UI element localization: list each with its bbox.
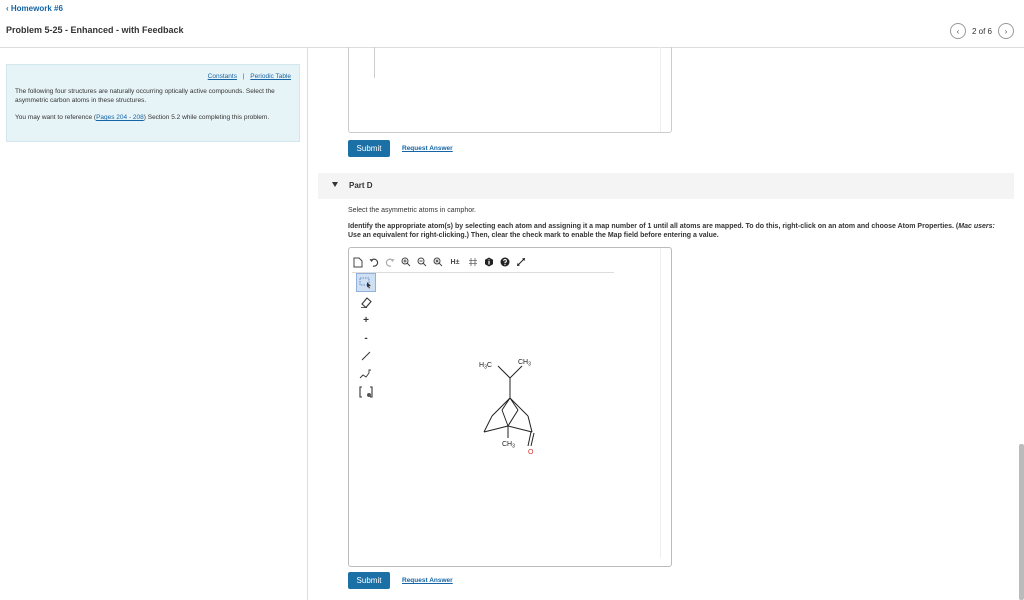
next-problem-button[interactable]	[998, 23, 1014, 39]
molecule-labels	[479, 359, 534, 456]
previous-problem-button[interactable]	[950, 23, 966, 39]
toolbar-divider	[352, 272, 614, 273]
back-label: Homework #6	[10, 4, 63, 13]
chevron-left-icon: ‹	[956, 26, 960, 36]
page-scrollbar[interactable]	[1019, 444, 1024, 600]
undo-icon[interactable]	[368, 257, 379, 268]
column-divider	[307, 47, 308, 600]
ch3-label-top: $CH_3$	[518, 359, 531, 368]
submit-button-part-c[interactable]: Submit	[348, 140, 390, 157]
back-to-homework-link[interactable]	[6, 4, 63, 13]
map-number-icon[interactable]	[467, 257, 478, 268]
part-d-header[interactable]	[318, 173, 1014, 199]
reference-prefix: You may want to reference (	[15, 114, 97, 121]
chain-icon[interactable]	[358, 366, 374, 382]
instructions-mac: Mac users:	[958, 223, 995, 230]
help-icon[interactable]	[499, 257, 510, 268]
instructions-tail: Use an equivalent for right-clicking.) Then, clear the check mark to enable the Map field before entering a value.	[348, 232, 719, 239]
reference-suffix: ) Section 5.2 while completing this problem.	[143, 114, 270, 121]
previous-answer-inner-border	[660, 47, 661, 132]
editor-left-toolbar	[355, 273, 377, 402]
part-d-label: Part D	[349, 181, 373, 190]
problem-description: The following four structures are naturally occurring optically active compounds. Select the asymmetric carbon atoms in these structures.	[15, 88, 275, 104]
previous-answer-inner-divider	[374, 47, 375, 78]
reference-note	[15, 113, 295, 122]
zoom-out-icon[interactable]	[416, 257, 427, 268]
redo-icon[interactable]	[384, 257, 395, 268]
info-links	[7, 73, 291, 80]
zoom-in-icon[interactable]	[400, 257, 411, 268]
molecule-bonds	[484, 366, 534, 446]
single-bond-icon[interactable]	[358, 348, 374, 364]
plus-charge-icon[interactable]: +	[363, 314, 369, 326]
page-title: Problem 5-25 - Enhanced - with Feedback	[6, 25, 184, 35]
editor-inner-border	[660, 248, 661, 558]
chevron-right-icon: ›	[1004, 26, 1008, 36]
zoom-reset-icon[interactable]	[432, 257, 443, 268]
eraser-icon[interactable]	[358, 294, 374, 310]
request-answer-link-part-c[interactable]: Request Answer	[402, 145, 453, 152]
periodic-table-link[interactable]: Periodic Table	[250, 73, 291, 80]
submit-button-part-d[interactable]: Submit	[348, 572, 390, 589]
h3c-label-left: $H_3C$	[479, 362, 492, 371]
previous-answer-box[interactable]	[348, 47, 672, 133]
info-panel	[6, 64, 300, 142]
instructions-main: Identify the appropriate atom(s) by selecting each atom and assigning it a map number of 1 until all atoms are mapped. To do this, right-click on an atom and choose Atom Properties. (	[348, 223, 959, 230]
pager	[950, 23, 1014, 39]
request-answer-link-part-d[interactable]: Request Answer	[402, 577, 453, 584]
minus-charge-icon[interactable]: -	[364, 332, 368, 344]
pages-reference-link[interactable]: Pages 204 - 208	[96, 114, 144, 121]
part-d-instructions	[348, 222, 1008, 240]
new-doc-icon[interactable]	[352, 257, 363, 268]
info-icon[interactable]	[483, 257, 494, 268]
constants-link[interactable]: Constants	[207, 73, 237, 80]
ch3-label-bottom: $CH_3$	[502, 441, 515, 450]
select-tool-icon[interactable]	[356, 273, 376, 292]
oxygen-label: O	[528, 449, 534, 456]
link-separator: |	[242, 73, 245, 80]
chevron-left-icon: ‹	[6, 4, 11, 13]
hydrogen-toggle-icon[interactable]: H±	[450, 258, 460, 266]
caret-down-icon	[332, 182, 338, 187]
expand-icon[interactable]	[515, 257, 526, 268]
camphor-structure[interactable]	[470, 350, 560, 460]
bracket-icon[interactable]	[358, 384, 374, 400]
editor-toolbar	[352, 254, 526, 270]
pager-text: 2 of 6	[971, 26, 992, 36]
part-d-question: Select the asymmetric atoms in camphor.	[348, 207, 476, 214]
